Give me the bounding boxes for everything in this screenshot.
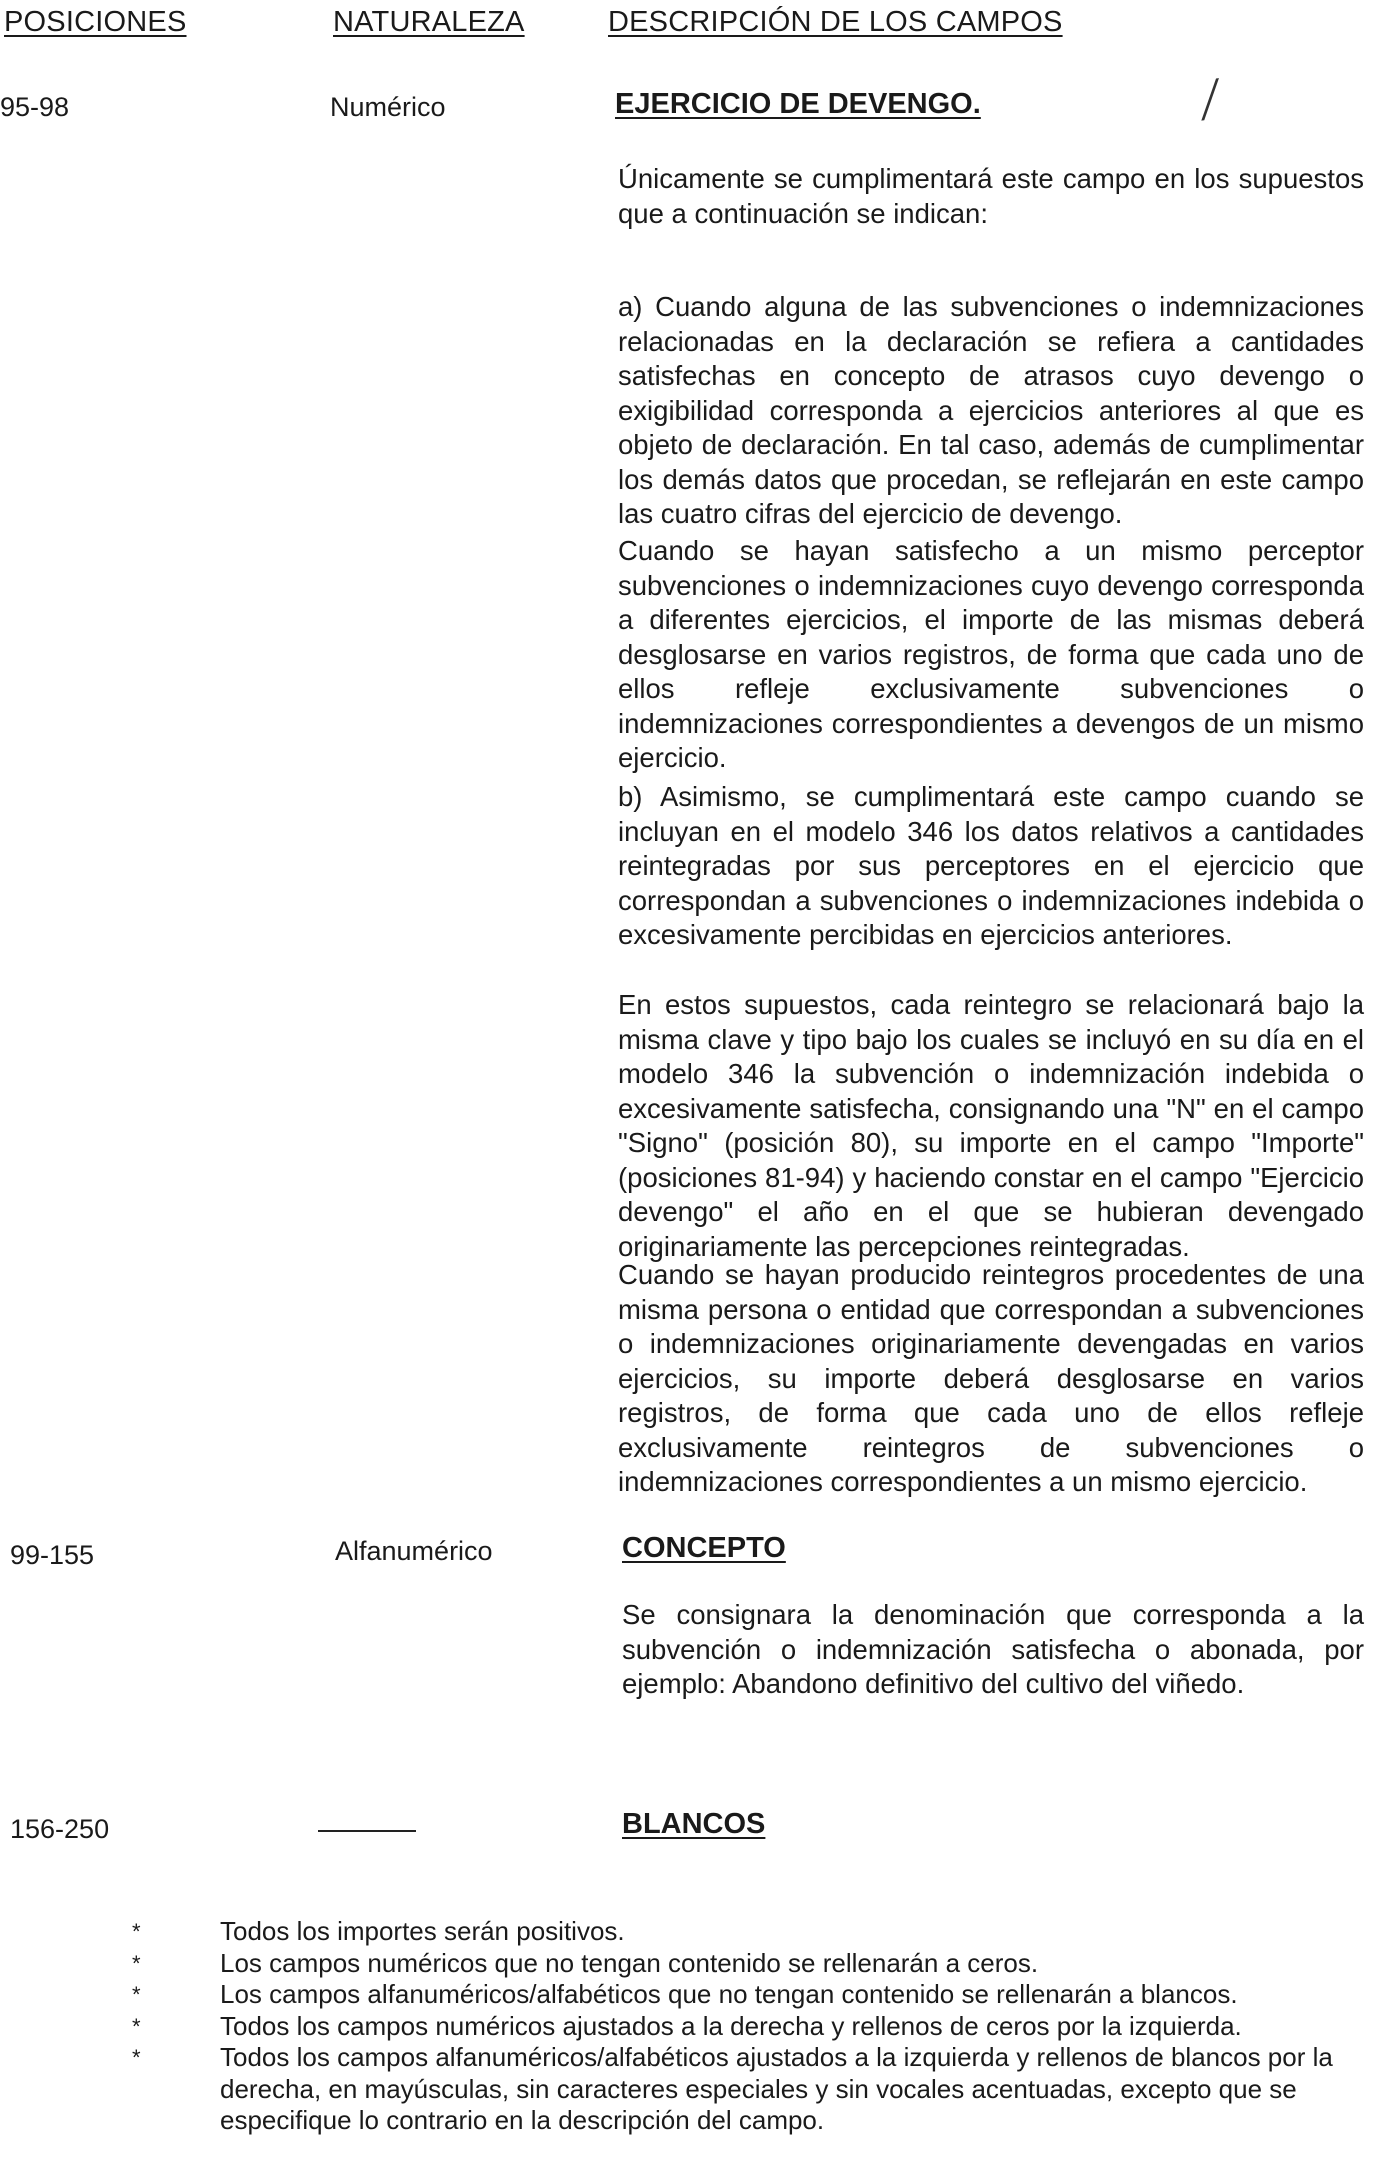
- field-positions: 95-98: [0, 92, 70, 122]
- field-paragraph: Se consignara la denominación que corresponda a la subvención o indemnización satisfecha o abonada, por ejemplo: Abandono definitivo del cultivo del viñedo.: [622, 1599, 1364, 1699]
- field-title: CONCEPTO: [622, 1532, 786, 1564]
- field-paragraph: Cuando se hayan satisfecho a un mismo perceptor subvenciones o indemnizaciones cuyo devengo corresponda a diferentes ejercicios, el importe de las mismas deberá desglosarse en varios registros, de forma que cada uno de ellos refleje exclusivamente subvenciones o indemnizaciones correspondientes a devengos de un mismo ejercicio.: [618, 535, 1364, 773]
- empty-nature-dash: [318, 1830, 416, 1832]
- field-paragraph: Únicamente se cumplimentará este campo en los supuestos que a continuación se indican:: [618, 163, 1364, 229]
- check-mark-icon: ╱: [1197, 79, 1224, 121]
- list-item-text: Los campos numéricos que no tengan contenido se rellenarán a ceros.: [220, 1947, 1039, 1978]
- field-positions: 156-250: [10, 1814, 110, 1844]
- bullet-icon: *: [132, 2013, 141, 2039]
- field-paragraph: a) Cuando alguna de las subvenciones o indemnizaciones relacionadas en la declaración se refiera a cantidades satisfechas en concepto de atrasos cuyo devengo o exigibilidad corresponda a ejercicios anteriores al que es objeto de declaración. En tal caso, además de cumplimentar los demás datos que procedan, se reflejarán en este campo las cuatro cifras del ejercicio de devengo.: [618, 291, 1364, 529]
- header-positions: POSICIONES: [4, 6, 187, 38]
- field-paragraph: Cuando se hayan producido reintegros procedentes de una misma persona o entidad que correspondan a subvenciones o indemnizaciones originariamente devengadas en varios ejercicios, su importe deberá desglosarse en varios registros, de forma que cada uno de ellos refleje exclusivamente reintegros de subvenciones o indemnizaciones correspondientes a un mismo ejercicio.: [618, 1259, 1364, 1497]
- list-item: [132, 1916, 1368, 1948]
- list-item-text: Los campos alfanuméricos/alfabéticos que no tengan contenido se rellenarán a blancos.: [220, 1979, 1238, 2009]
- header-description: DESCRIPCIÓN DE LOS CAMPOS: [608, 6, 1063, 38]
- list-item-text: Todos los campos numéricos ajustados a la derecha y rellenos de ceros por la izquierda.: [220, 2010, 1242, 2041]
- list-item: [132, 2042, 1368, 2137]
- field-title: BLANCOS: [622, 1808, 766, 1840]
- header-nature: NATURALEZA: [333, 6, 525, 38]
- bullet-icon: *: [132, 1982, 141, 2007]
- field-nature: Numérico: [330, 92, 446, 122]
- field-title: EJERCICIO DE DEVENGO.: [615, 88, 981, 120]
- list-item: [132, 1979, 1368, 2011]
- bullet-icon: *: [132, 1919, 141, 1944]
- bullet-icon: *: [132, 1950, 141, 1976]
- field-paragraph: En estos supuestos, cada reintegro se relacionará bajo la misma clave y tipo bajo los cuales se incluyó en su día en el modelo 346 la subvención o indemnización indebida o excesivamente satisfecha, consignando una "N" en el campo "Signo" (posición 80), su importe en el campo "Importe" (posiciones 81-94) y haciendo constar en el campo "Ejercicio devengo" el año en el que se hubieran devengado originariamente las percepciones reintegradas.: [618, 989, 1364, 1262]
- list-item-text: Todos los campos alfanuméricos/alfabéticos ajustados a la izquierda y rellenos de blancos por la derecha, en mayúsculas, sin caracteres especiales y sin vocales acentuadas, excepto que se especifique lo contrario en la descripción del campo.: [220, 2042, 1333, 2135]
- field-paragraph: b) Asimismo, se cumplimentará este campo cuando se incluyan en el modelo 346 los datos relativos a cantidades reintegradas por sus perceptores en el ejercicio que correspondan a subvenciones o indemnizaciones indebida o excesivamente percibidas en ejercicios anteriores.: [618, 781, 1364, 950]
- list-item-text: Todos los importes serán positivos.: [220, 1916, 625, 1946]
- list-item: [132, 2011, 1368, 2043]
- field-nature: Alfanumérico: [335, 1536, 493, 1566]
- notes-list: [132, 1916, 1368, 2137]
- bullet-icon: *: [132, 2045, 141, 2070]
- list-item: [132, 1948, 1368, 1980]
- field-positions: 99-155: [10, 1540, 95, 1570]
